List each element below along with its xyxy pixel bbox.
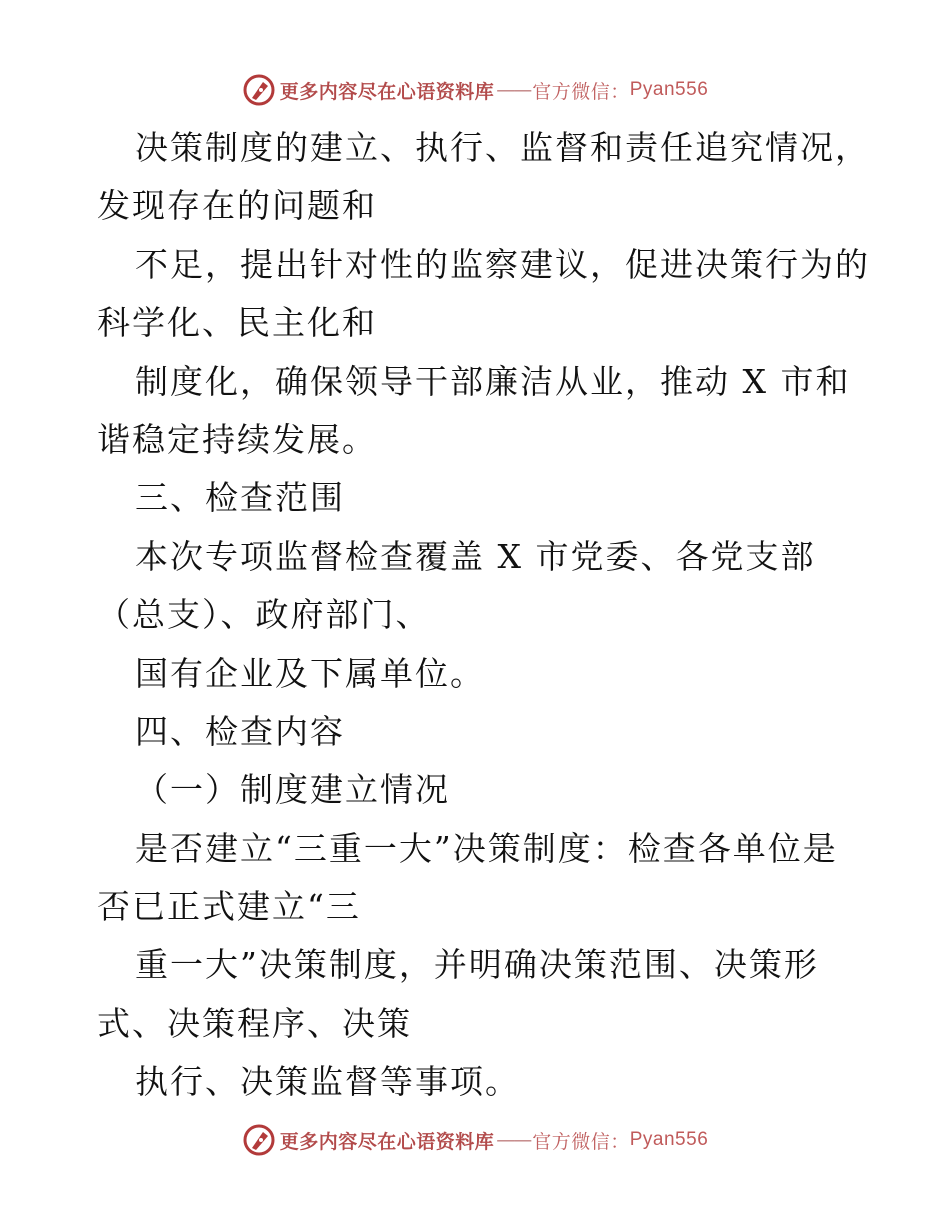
body-line: 科学化、民主化和 bbox=[97, 303, 377, 343]
body-line: 是否建立“三重一大”决策制度：检查各单位是 bbox=[135, 828, 838, 868]
banner-brand-text: 更多内容尽在心语资料库 bbox=[279, 1130, 495, 1153]
body-line: 式、决策程序、决策 bbox=[97, 1003, 412, 1043]
body-line: 重一大”决策制度，并明确决策范围、决策形 bbox=[135, 945, 819, 985]
pen-nib-circle-logo-icon bbox=[242, 73, 276, 107]
section-heading: 三、检查范围 bbox=[135, 478, 345, 518]
body-line: 谐稳定持续发展。 bbox=[97, 419, 377, 459]
body-line: 否已正式建立“三 bbox=[97, 887, 361, 927]
banner-separator: —— bbox=[496, 79, 531, 101]
banner-wechat-label: 官方微信： bbox=[532, 1130, 630, 1153]
document-body bbox=[97, 119, 870, 1112]
header-watermark-banner bbox=[0, 70, 950, 110]
banner-separator: —— bbox=[496, 1129, 531, 1151]
banner-account: Pyan556 bbox=[629, 1129, 709, 1150]
body-line: 执行、决策监督等事项。 bbox=[135, 1062, 520, 1102]
body-line: 制度化，确保领导干部廉洁从业，推动 X 市和 bbox=[135, 361, 851, 401]
banner-wechat-label: 官方微信： bbox=[532, 80, 630, 103]
banner-brand-text: 更多内容尽在心语资料库 bbox=[279, 80, 495, 103]
pen-nib-circle-logo-icon bbox=[242, 1123, 276, 1157]
body-line: （总支）、政府部门、 bbox=[97, 595, 431, 635]
body-line: 发现存在的问题和 bbox=[97, 186, 377, 226]
body-line: 国有企业及下属单位。 bbox=[135, 653, 485, 693]
footer-watermark-banner bbox=[0, 1120, 950, 1160]
body-line: 不足，提出针对性的监察建议，促进决策行为的 bbox=[135, 244, 870, 284]
subsection-heading: （一）制度建立情况 bbox=[135, 770, 450, 810]
banner-account: Pyan556 bbox=[629, 79, 709, 100]
section-heading: 四、检查内容 bbox=[135, 711, 345, 751]
body-line: 本次专项监督检查覆盖 X 市党委、各党支部 bbox=[135, 536, 816, 576]
body-line: 决策制度的建立、执行、监督和责任追究情况， bbox=[135, 128, 870, 167]
